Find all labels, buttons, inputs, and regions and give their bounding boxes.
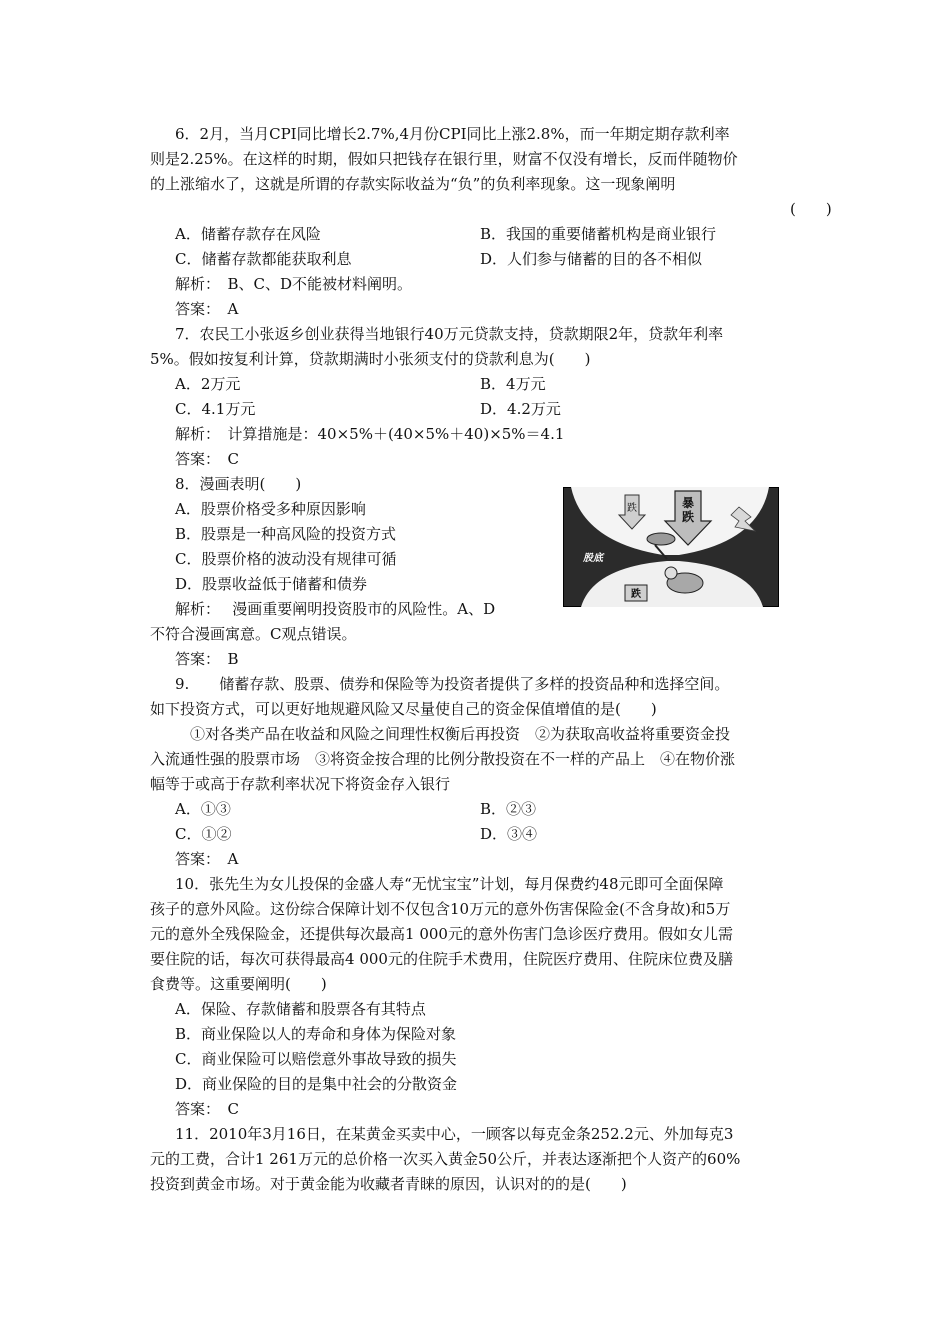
cartoon-label-fall-lower: 跌 [631,589,641,600]
q7-option-b: B．4万元 [480,375,546,393]
q10-option-a: A．保险、存款储蓄和股票各有其特点 [175,1000,426,1018]
cartoon-label-crash-1: 暴 [681,496,695,510]
q11-stem-line3: 投资到黄金市场。对于黄金能为收藏者青睐的原因，认识对的的是( ) [150,1175,627,1193]
q10-stem-line3: 元的意外全残保险金，还提供每次最高1 000元的意外伤害门急诊医疗费用。假如女儿需 [150,925,733,943]
q8-analysis-line2: 不符合漫画寓意。C观点错误。 [150,625,357,643]
q7-option-a: A．2万元 [175,375,241,393]
q10-stem-line5: 食费等。这重要阐明( ) [150,975,327,993]
q9-stem-line1: 9. 储蓄存款、股票、债券和保险等为投资者提供了多样的投资品种和选择空间。 [175,675,730,693]
q7-stem-line1: 7．农民工小张返乡创业获得当地银行40万元贷款支持，贷款期限2年，贷款年利率 [175,325,724,343]
cartoon-label-fall-small: 跌 [627,503,637,514]
q9-items-line1: ①对各类产品在收益和风险之间理性权衡后再投资 ②为获取高收益将重要资金投 [190,725,731,743]
q7-option-c: C．4.1万元 [175,400,256,418]
q6-stem-line2: 则是2.25%。在这样的时期，假如只把钱存在银行里，财富不仅没有增长，反而伴随物价 [150,150,738,168]
q6-stem-line1: 6．2月，当月CPI同比增长2.7%,4月份CPI同比上涨2.8%，而一年期定期存款利率 [175,125,730,143]
q6-option-a: A．储蓄存款存在风险 [175,225,321,243]
q7-stem-line2: 5%。假如按复利计算，贷款期满时小张须支付的贷款利息为( ) [150,350,591,368]
q11-stem-line1: 11．2010年3月16日，在某黄金买卖中心，一顾客以每克金条252.2元、外加每克3 [175,1125,734,1143]
q6-analysis: 解析： B、C、D不能被材料阐明。 [175,275,413,293]
q8-option-a: A．股票价格受多种原因影响 [175,500,366,518]
q6-option-b: B．我国的重要储蓄机构是商业银行 [480,225,717,243]
cartoon-label-crash-2: 跌 [681,510,695,524]
q10-stem-line2: 孩子的意外风险。这份综合保障计划不仅包含10万元的意外伤害保险金(不含身故)和5万 [150,900,731,918]
q10-stem-line4: 要住院的话，每次可获得最高4 000元的住院手术费用，住院医疗费用、住院床位费及膳 [150,950,733,968]
q8-analysis-line1: 解析： 漫画重要阐明投资股市的风险性。A、D [175,600,496,618]
q9-option-c: C．①② [175,825,232,843]
q10-option-b: B．商业保险以人的寿命和身体为保险对象 [175,1025,457,1043]
q8-answer: 答案： B [175,650,239,668]
q9-items-line3: 幅等于或高于存款利率状况下将资金存入银行 [150,775,451,793]
cartoon-figure-head [665,567,677,579]
q10-answer: 答案： C [175,1100,239,1118]
q9-option-b: B．②③ [480,800,537,818]
q9-option-a: A．①③ [175,800,231,818]
q10-option-c: C．商业保险可以赔偿意外事故导致的损失 [175,1050,457,1068]
q8-option-c: C．股票价格的波动没有规律可循 [175,550,397,568]
q11-stem-line2: 元的工费，合计1 261万元的总价格一次买入黄金50公斤，并表达逐渐把个人资产的60% [150,1150,741,1168]
q10-stem-line1: 10．张先生为女儿投保的金盛人寿“无忧宝宝”计划，每月保费约48元即可全面保障 [175,875,724,893]
q6-option-c: C．储蓄存款都能获取利息 [175,250,352,268]
q8-option-d: D．股票收益低于储蓄和债券 [175,575,368,593]
q7-analysis: 解析： 计算措施是：40×5%＋(40×5%＋40)×5%＝4.1 [175,425,565,443]
q6-option-d: D．人们参与储蓄的目的各不相似 [480,250,703,268]
cartoon-figure-top [647,533,675,545]
q8-stem: 8．漫画表明( ) [175,475,302,493]
q9-option-d: D．③④ [480,825,538,843]
q7-option-d: D．4.2万元 [480,400,561,418]
stock-market-cartoon [563,487,779,607]
q6-answer-paren: ( ) [790,200,832,218]
q7-answer: 答案： C [175,450,239,468]
q9-stem-line2: 如下投资方式，可以更好地规避风险又尽量使自己的资金保值增值的是( ) [150,700,657,718]
q6-stem-line3: 的上涨缩水了，这就是所谓的存款实际收益为“负”的负利率现象。这一现象阐明 [150,175,676,193]
q10-option-d: D．商业保险的目的是集中社会的分散资金 [175,1075,458,1093]
q9-answer: 答案： A [175,850,239,868]
q8-option-b: B．股票是一种高风险的投资方式 [175,525,397,543]
cartoon-label-bottom-stock: 股底 [583,553,603,564]
q6-answer: 答案： A [175,300,239,318]
q9-items-line2: 入流通性强的股票市场 ③将资金按合理的比例分散投资在不一样的产品上 ④在物价涨 [150,750,736,768]
